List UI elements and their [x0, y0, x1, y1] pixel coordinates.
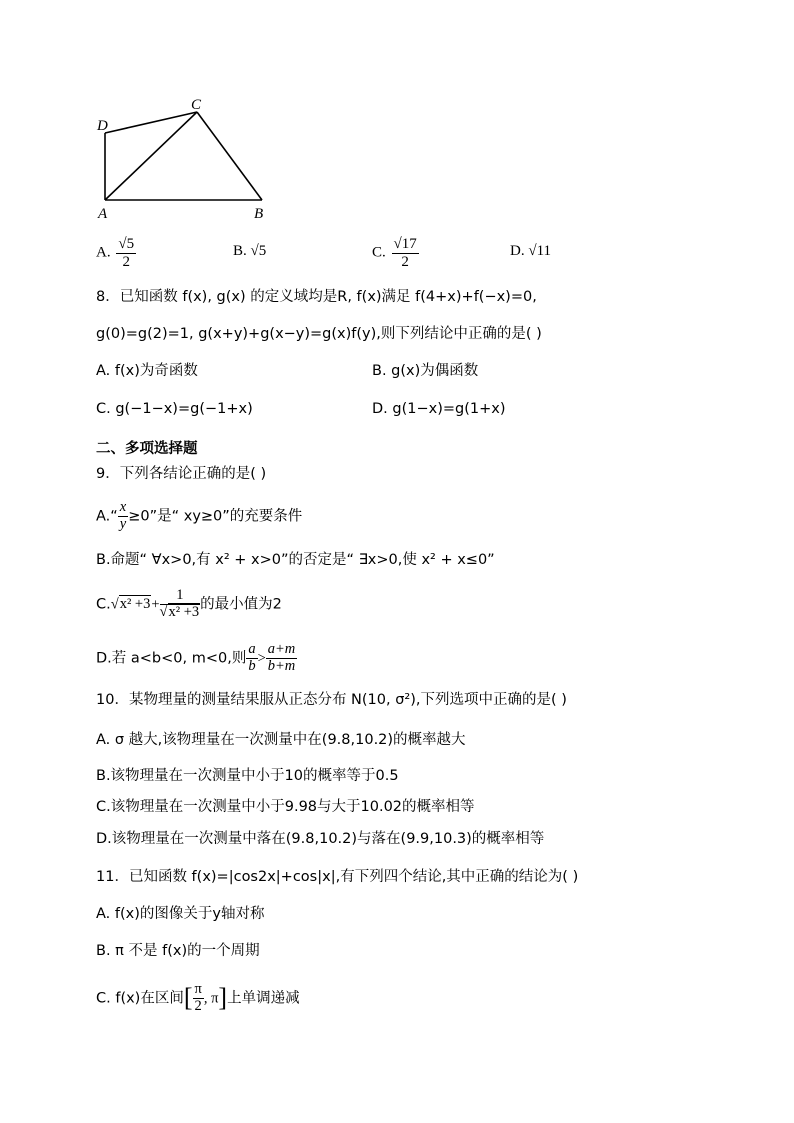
option-prefix: D.若 a<b<0, m<0,则 — [96, 650, 247, 667]
radicand: x² +3 — [119, 596, 151, 613]
fraction-numerator: x — [119, 499, 127, 515]
option-label: C. — [372, 244, 386, 261]
q11-stem: 11．已知函数 f(x)=|cos2x|+cos|x|,有下列四个结论,其中正确的结论为( ) — [96, 869, 579, 885]
q10-option-b: B.该物理量在一次测量中小于10的概率等于0.5 — [96, 768, 399, 784]
fraction-denominator: 2 — [401, 253, 409, 270]
option-prefix: C. f(x)在区间 — [96, 990, 184, 1007]
option-prefix: A.“ — [96, 508, 118, 525]
q7-option-c — [372, 236, 419, 270]
edge-dc — [105, 112, 197, 133]
edge-cb — [197, 112, 262, 200]
quadrilateral-figure — [90, 90, 280, 230]
q8-stem-line1 — [96, 290, 537, 305]
q10-option-c: C.该物理量在一次测量中小于9.98与大于10.02的概率相等 — [96, 799, 475, 815]
option-text: ≥0”是“ xy≥0”的充要条件 — [128, 508, 303, 525]
label-b: B — [254, 206, 264, 222]
q9-stem: 9．下列各结论正确的是( ) — [96, 466, 267, 482]
q11-option-a: A. f(x)的图像关于y轴对称 — [96, 906, 265, 922]
q10-option-a: A. σ 越大,该物理量在一次测量中在(9.8,10.2)的概率越大 — [96, 732, 466, 748]
fraction-numerator: 1 — [160, 588, 201, 605]
option-value: √11 — [528, 243, 552, 259]
fraction-numerator: √5 — [118, 236, 135, 252]
q11-option-b: B. π 不是 f(x)的一个周期 — [96, 943, 260, 959]
fraction-denominator: 2 — [122, 253, 130, 270]
q8-option-b — [372, 364, 478, 379]
option-value: √5 — [250, 243, 267, 259]
fraction-denominator: b — [248, 657, 256, 674]
option-text: g(x)为偶函数 — [391, 363, 479, 379]
option-text: 的最小值为2 — [200, 596, 282, 613]
option-label: A. — [96, 363, 111, 379]
option-text: g(1−x)=g(1+x) — [392, 401, 506, 417]
q9-option-c: C.√x² +3+ $\frac{1}{\text{√x² +3}}$ 的最小值为2 — [96, 587, 282, 620]
q8-option-d — [372, 402, 506, 417]
fraction-numerator: √17 — [393, 236, 417, 252]
question-number: 8． — [96, 289, 120, 305]
q9-option-a — [96, 500, 302, 533]
label-d: D — [97, 118, 108, 134]
option-text: 上单调递减 — [227, 990, 300, 1007]
label-a: A — [98, 206, 108, 222]
option-label: A. — [96, 244, 111, 261]
plus-sign: + — [151, 596, 160, 613]
q7-option-d — [510, 244, 551, 259]
fraction-numerator: π — [194, 981, 202, 997]
q9-option-b: B.命题“ ∀x>0,有 x² + x>0”的否定是“ ∃x>0,使 x² + x≤0” — [96, 552, 495, 568]
q10-stem: 10．某物理量的测量结果服从正态分布 N(10, σ²),下列选项中正确的是( ) — [96, 692, 567, 708]
interval-end: , π — [203, 990, 219, 1007]
q8-stem-line2: g(0)=g(2)=1, g(x+y)+g(x−y)=g(x)f(y),则下列结论中正确的是( ) — [96, 326, 542, 342]
q8-option-c — [96, 402, 253, 417]
option-label: C. — [96, 401, 111, 417]
option-label: B. — [372, 363, 387, 379]
fraction-numerator: a — [248, 641, 256, 657]
option-label: D. — [372, 401, 388, 417]
fraction-denominator: x² +3 — [168, 603, 200, 620]
question-text: 已知函数 f(x), g(x) 的定义域均是R, f(x)满足 f(4+x)+f(−x)=0, — [119, 289, 537, 305]
q7-option-b — [233, 244, 266, 259]
option-text: g(−1−x)=g(−1+x) — [115, 401, 253, 417]
option-text: f(x)为奇函数 — [114, 363, 198, 379]
q9-option-d — [96, 642, 297, 675]
option-label: D. — [510, 243, 525, 259]
section-heading: 二、多项选择题 — [96, 441, 198, 457]
label-c: C — [191, 97, 202, 113]
fraction-numerator: a+m — [267, 641, 296, 657]
greater-sign: > — [257, 650, 266, 667]
q11-option-c: C. f(x)在区间[ $\frac{\pi}{2}$ , π]上单调递减 — [96, 981, 300, 1014]
q8-option-a — [96, 364, 198, 379]
q10-option-d: D.该物理量在一次测量中落在(9.8,10.2)与落在(9.9,10.3)的概率相等 — [96, 831, 545, 847]
q7-option-a — [96, 236, 136, 270]
fraction-denominator: y — [119, 515, 127, 532]
diagonal-ac — [105, 112, 197, 200]
fraction-denominator: 2 — [194, 997, 202, 1014]
option-prefix: C. — [96, 596, 111, 613]
fraction-denominator: b+m — [267, 657, 296, 674]
option-label: B. — [233, 243, 247, 259]
